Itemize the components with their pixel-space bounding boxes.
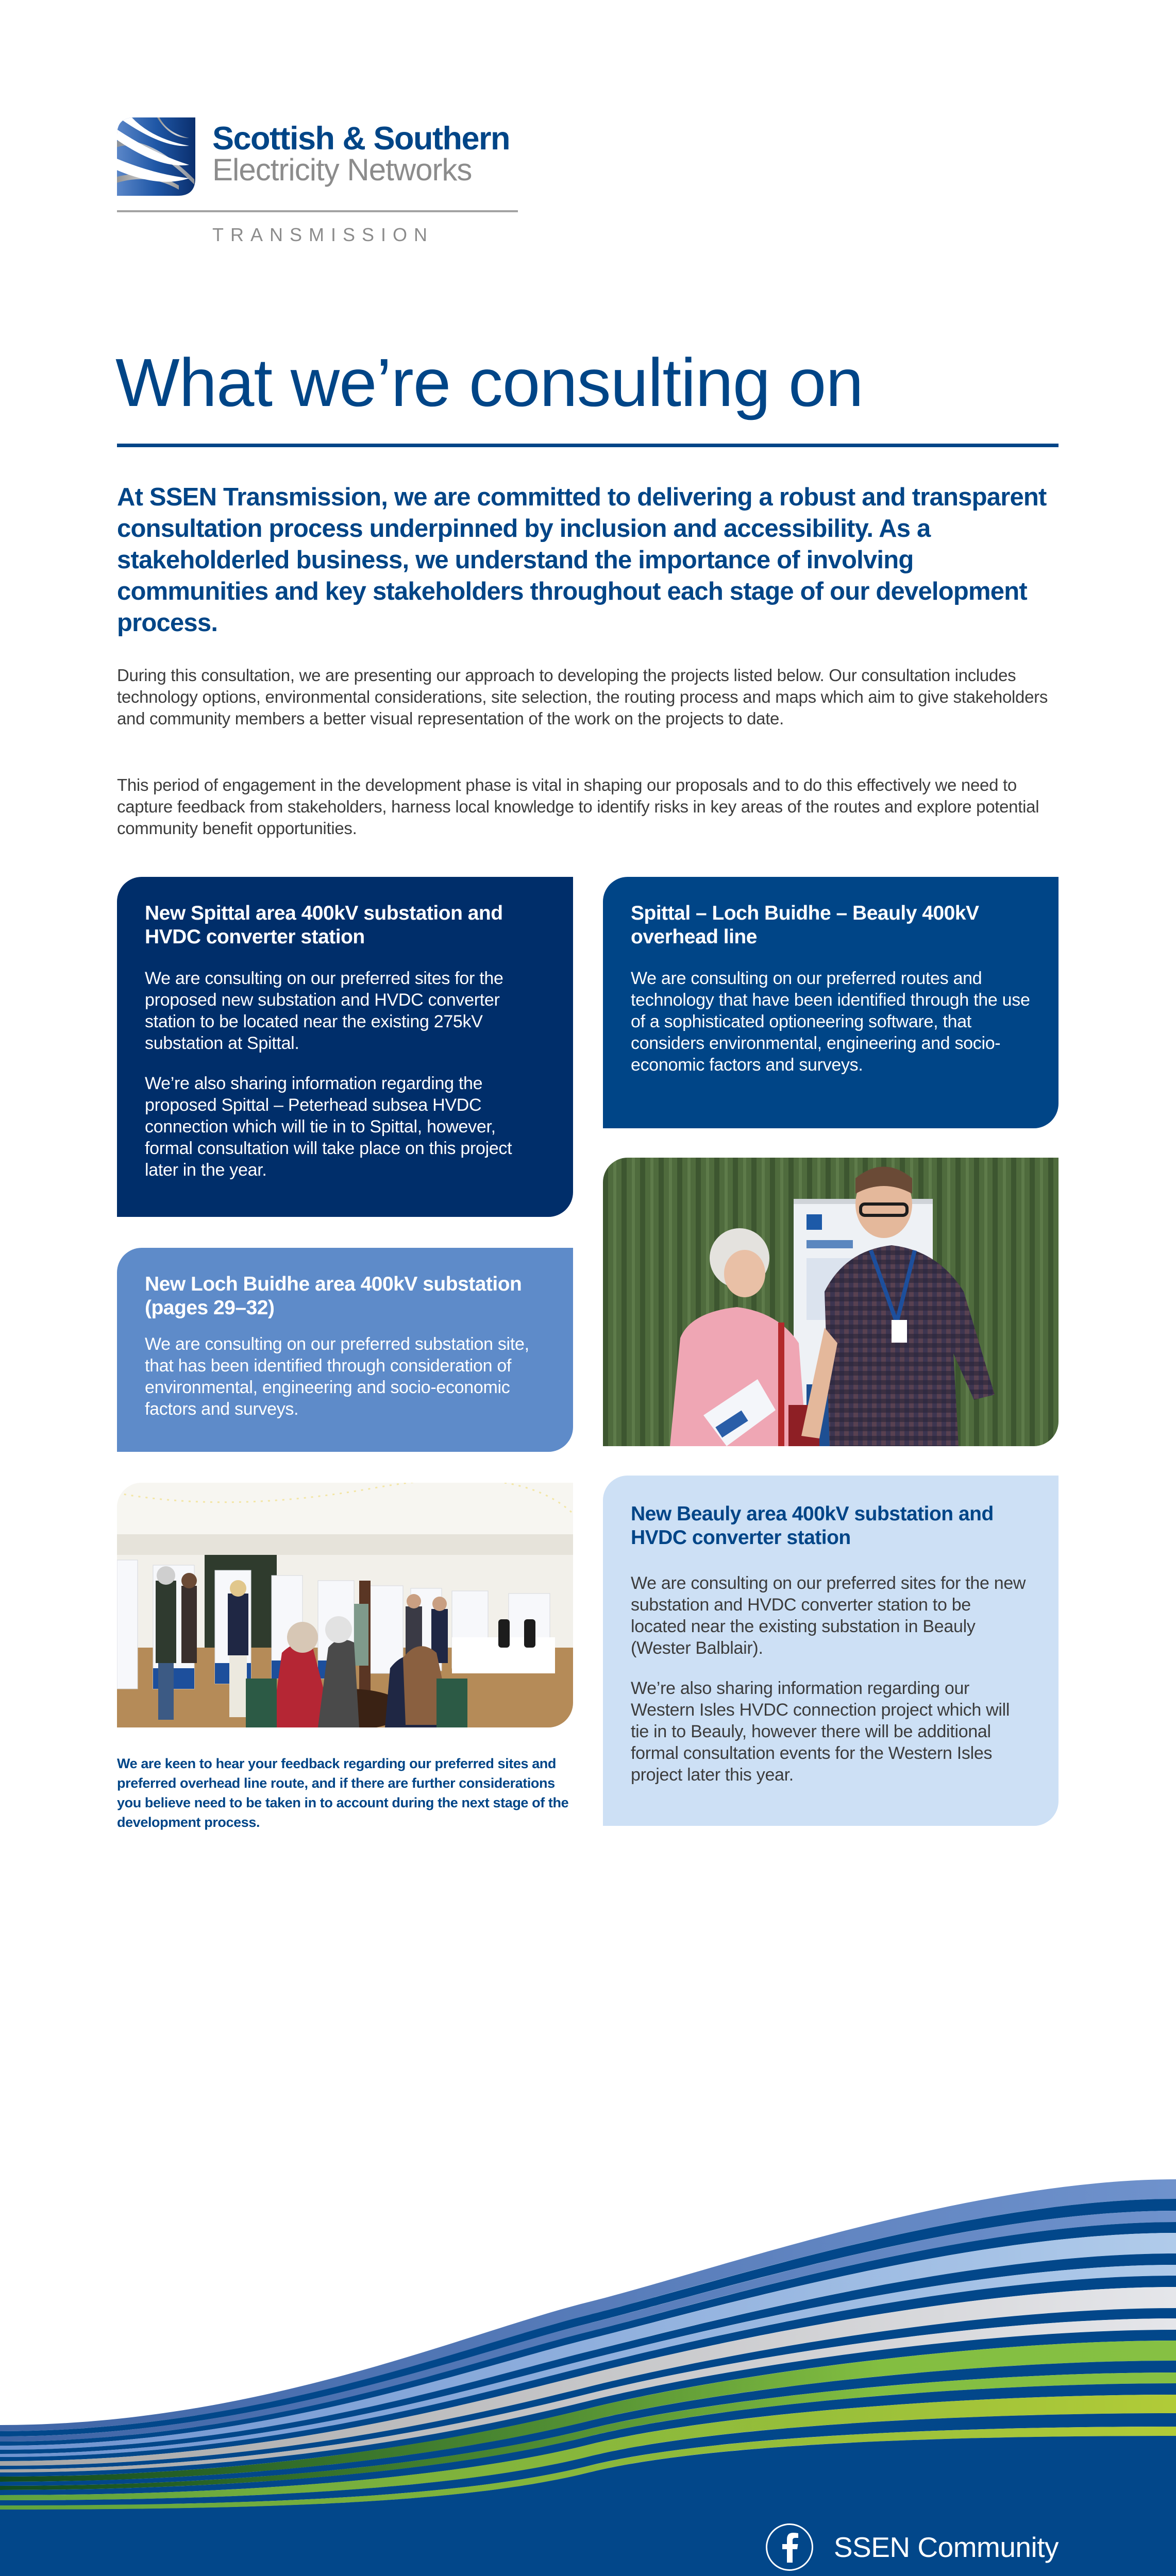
logo-divider	[117, 210, 518, 212]
card-body: We’re also sharing information regarding our Western Isles HVDC connection project which will tie in to Beauly, however there will be additional formal consultation events for the Western Isles project later this year.	[631, 1679, 1010, 1785]
card-title: New Loch Buidhe area 400kV substation (pages 29–32)	[145, 1273, 522, 1319]
intro-paragraph-2: This period of engagement in the development phase is vital in shaping our proposals and to do this effectively we need to capture feedback from stakeholders, harness local knowledge to identify risks in key areas of the routes and explore potential community benefit opportunities.	[117, 775, 1039, 838]
facebook-link[interactable]	[766, 2522, 1059, 2572]
card-title: New Spittal area 400kV substation and HVDC converter station	[145, 902, 503, 948]
card-beauly-substation	[603, 1476, 1059, 1826]
card-body: We are consulting on our preferred substation site, that has been identified through consideration of environmental, engineering and socio-economic factors and surveys.	[145, 1334, 529, 1419]
card-overhead-line	[603, 877, 1059, 1128]
intro-paragraph-1: During this consultation, we are presenting our approach to developing the projects listed below. Our consultation includes technology options, environmental considerations, site selection, the routing process and maps which aim to give stakeholders and community members a better visual representation of the work on the projects to date.	[117, 666, 1048, 728]
photo-consultation-conversation	[603, 1158, 1059, 1446]
lead-paragraph: At SSEN Transmission, we are committed to delivering a robust and transparent consultation process underpinned by inclusion and accessibility. As a stakeholderled business, we understand the importance of involving communities and key stakeholders throughout each stage of our development process.	[117, 483, 1047, 637]
facebook-icon	[766, 2523, 813, 2571]
card-spittal-substation	[117, 877, 573, 1217]
card-body: We are consulting on our preferred sites for the new substation and HVDC converter station to be located near the existing substation in Beauly (Wester Balblair).	[631, 1573, 1026, 1658]
feedback-callout: We are keen to hear your feedback regarding our preferred sites and preferred overhead line route, and if there are further considerations you believe need to be taken in to account during the next stage of the development process.	[117, 1756, 569, 1830]
card-title: New Beauly area 400kV substation and HVDC converter station	[631, 1503, 994, 1549]
decorative-wave-bands	[0, 2164, 1176, 2576]
logo-wordmark-line2: Electricity Networks	[212, 152, 472, 187]
photo-consultation-event-room	[117, 1483, 573, 1727]
ssen-logo-mark	[117, 117, 195, 196]
facebook-label: SSEN Community	[833, 2531, 1059, 2563]
card-body: We’re also sharing information regarding the proposed Spittal – Peterhead subsea HVDC connection which will tie in to Spittal, however, formal consultation will take place on this project later in the year.	[145, 1074, 512, 1180]
card-body: We are consulting on our preferred routes and technology that have been identified through the use of a sophisticated optioneering software, that considers environmental, engineering and socio-economic factors and surveys.	[631, 969, 1030, 1075]
card-loch-buidhe-substation	[117, 1248, 573, 1452]
title-divider	[117, 444, 1059, 447]
photo-illustration	[117, 1483, 573, 1727]
photo-illustration	[603, 1158, 1059, 1446]
page-title: What we’re consulting on	[115, 345, 863, 420]
logo-wordmark-line1: Scottish & Southern	[212, 121, 510, 157]
card-title: Spittal – Loch Buidhe – Beauly 400kV overhead line	[631, 902, 979, 948]
card-body: We are consulting on our preferred sites for the proposed new substation and HVDC converter station to be located near the existing 275kV substation at Spittal.	[145, 969, 503, 1053]
logo-subtitle: TRANSMISSION	[212, 224, 434, 245]
